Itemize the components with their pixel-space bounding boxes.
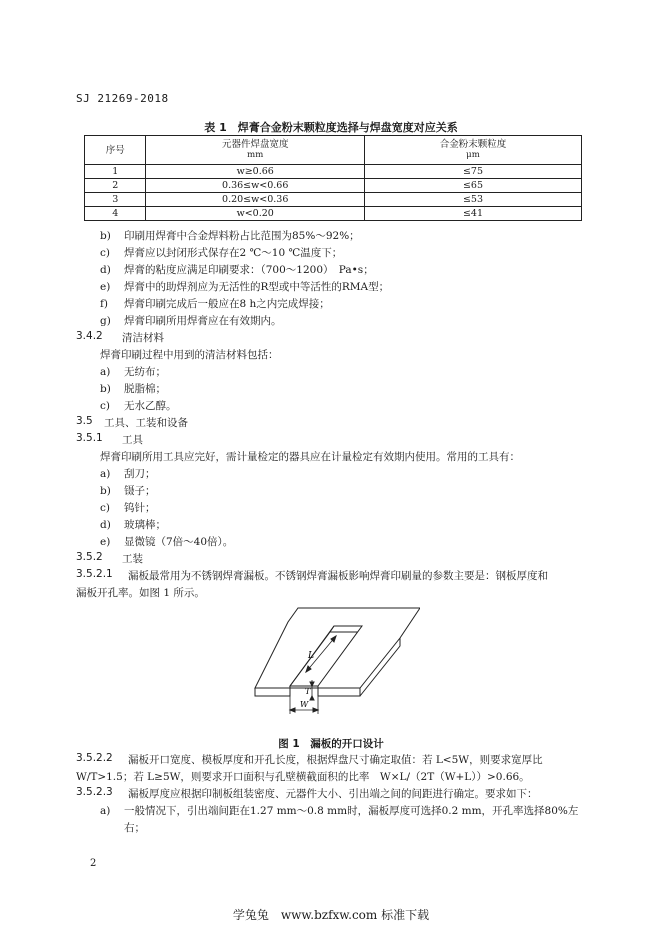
table-cell: ≤65: [364, 179, 581, 193]
section-number: 3.5: [76, 415, 93, 427]
label-L: L: [308, 651, 314, 661]
stencil-aperture-figure: [250, 600, 420, 720]
paragraph: W/T>1.5；若 L≥5W，则要求开口面积与孔壁横截面积的比率 W×L/（2T（W+L））>0.66。: [76, 771, 530, 783]
table-row: [85, 193, 582, 207]
table-caption: 表 1 焊膏合金粉末颗粒度选择与焊盘宽度对应关系: [204, 121, 458, 134]
list-label: b): [100, 485, 111, 497]
header-pad-width: 元器件焊盘宽度 mm: [146, 136, 364, 165]
section-number: 3.4.2: [76, 330, 103, 342]
list-label: a): [100, 468, 111, 480]
table-cell: 1: [85, 165, 146, 179]
list-item: 无纺布；: [124, 366, 166, 378]
list-item: 无水乙醇。: [124, 400, 177, 412]
list-label: c): [100, 247, 110, 259]
paragraph: 漏板开孔率。如图 1 所示。: [76, 587, 205, 599]
table-cell: 2: [85, 179, 146, 193]
list-item: 焊膏印刷所用焊膏应在有效期内。: [124, 315, 282, 327]
list-item: 镊子；: [124, 485, 156, 497]
table-cell: ≤41: [364, 207, 581, 221]
list-item: 焊膏应以封闭形式保存在2 ℃～10 ℃温度下；: [124, 247, 343, 259]
list-item: 刮刀；: [124, 468, 156, 480]
section-number: 3.5.2: [76, 551, 103, 563]
paragraph: 漏板开口宽度、模板厚度和开孔长度，根据焊盘尺寸确定取值：若 L<5W，则要求宽厚比: [128, 754, 543, 766]
table-cell: 3: [85, 193, 146, 207]
list-label: d): [100, 264, 111, 276]
paragraph: 漏板厚度应根据印制板组装密度、元器件大小、引出端之间的间距进行确定。要求如下：: [128, 788, 538, 800]
table-cell: ≤75: [364, 165, 581, 179]
label-T: T: [305, 687, 311, 696]
section-number: 3.5.1: [76, 432, 103, 444]
label-W: W: [300, 700, 309, 709]
list-item: 焊膏印刷完成后一般应在8 h之内完成焊接；: [124, 298, 330, 310]
page-number: 2: [90, 858, 97, 869]
list-label: b): [100, 230, 111, 242]
paragraph: 漏板最常用为不锈钢焊膏漏板。不锈钢焊膏漏板影响焊膏印刷量的参数主要是：钢板厚度和: [128, 570, 548, 582]
table-cell: w<0.20: [146, 207, 364, 221]
list-label: c): [100, 502, 110, 514]
list-item: 脱脂棉；: [124, 383, 166, 395]
section-title: 清洁材料: [122, 332, 164, 344]
table-cell: 4: [85, 207, 146, 221]
paragraph: 焊膏印刷所用工具应完好，需计量检定的器具应在计量检定有效期内使用。常用的工具有：: [100, 451, 520, 463]
table-cell: w≥0.66: [146, 165, 364, 179]
list-item-continued: 右；: [124, 822, 145, 834]
list-label: e): [100, 536, 111, 548]
list-label: c): [100, 400, 110, 412]
paragraph: 焊膏印刷过程中用到的清洁材料包括：: [100, 349, 279, 361]
table-cell: 0.36≤w<0.66: [146, 179, 364, 193]
table-row: [85, 165, 582, 179]
table-cell: ≤53: [364, 193, 581, 207]
list-item: 焊膏的粘度应满足印刷要求：（700～1200） Pa•s；: [124, 264, 374, 276]
table-row: [85, 179, 582, 193]
section-number: 3.5.2.3: [76, 786, 113, 798]
list-item: 玻璃棒；: [124, 519, 166, 531]
footer-watermark: 学兔兔 www.bzfxw.com 标准下载: [232, 908, 430, 922]
dimension-W-arrow-2: [313, 708, 318, 712]
list-item: 焊膏中的助焊剂应为无活性的R型或中等活性的RMA型；: [124, 281, 390, 293]
document-id: SJ 21269-2018: [76, 92, 169, 105]
particle-size-table: [84, 135, 582, 221]
list-label: g): [100, 315, 111, 327]
table-cell: 0.20≤w<0.36: [146, 193, 364, 207]
dimension-W-arrow-1: [290, 708, 295, 712]
table-row: [85, 207, 582, 221]
list-label: e): [100, 281, 111, 293]
list-item: 印刷用焊膏中合金焊料粉占比范围为85%～92%；: [124, 230, 360, 242]
figure-caption: 图 1 漏板的开口设计: [278, 738, 384, 750]
section-title: 工具: [122, 434, 143, 446]
list-item: 一般情况下，引出端间距在1.27 mm～0.8 mm时，漏板厚度可选择0.2 mm，开孔率选择80%左: [124, 805, 579, 817]
section-title: 工具、工装和设备: [104, 417, 188, 429]
list-label: b): [100, 383, 111, 395]
dimension-T-arrow-2: [310, 696, 314, 700]
header-index: 序号: [85, 136, 146, 165]
section-number: 3.5.2.1: [76, 568, 113, 580]
list-label: a): [100, 805, 111, 817]
section-number: 3.5.2.2: [76, 752, 113, 764]
table-header-row: [85, 136, 582, 165]
section-title: 工装: [122, 553, 143, 565]
aperture-slot: [290, 626, 362, 686]
list-label: f): [100, 298, 108, 310]
list-label: d): [100, 519, 111, 531]
list-label: a): [100, 366, 111, 378]
list-item: 钨针；: [124, 502, 156, 514]
list-item: 显微镜（7倍～40倍）。: [124, 536, 234, 548]
header-particle-size: 合金粉末颗粒度 μm: [364, 136, 581, 165]
